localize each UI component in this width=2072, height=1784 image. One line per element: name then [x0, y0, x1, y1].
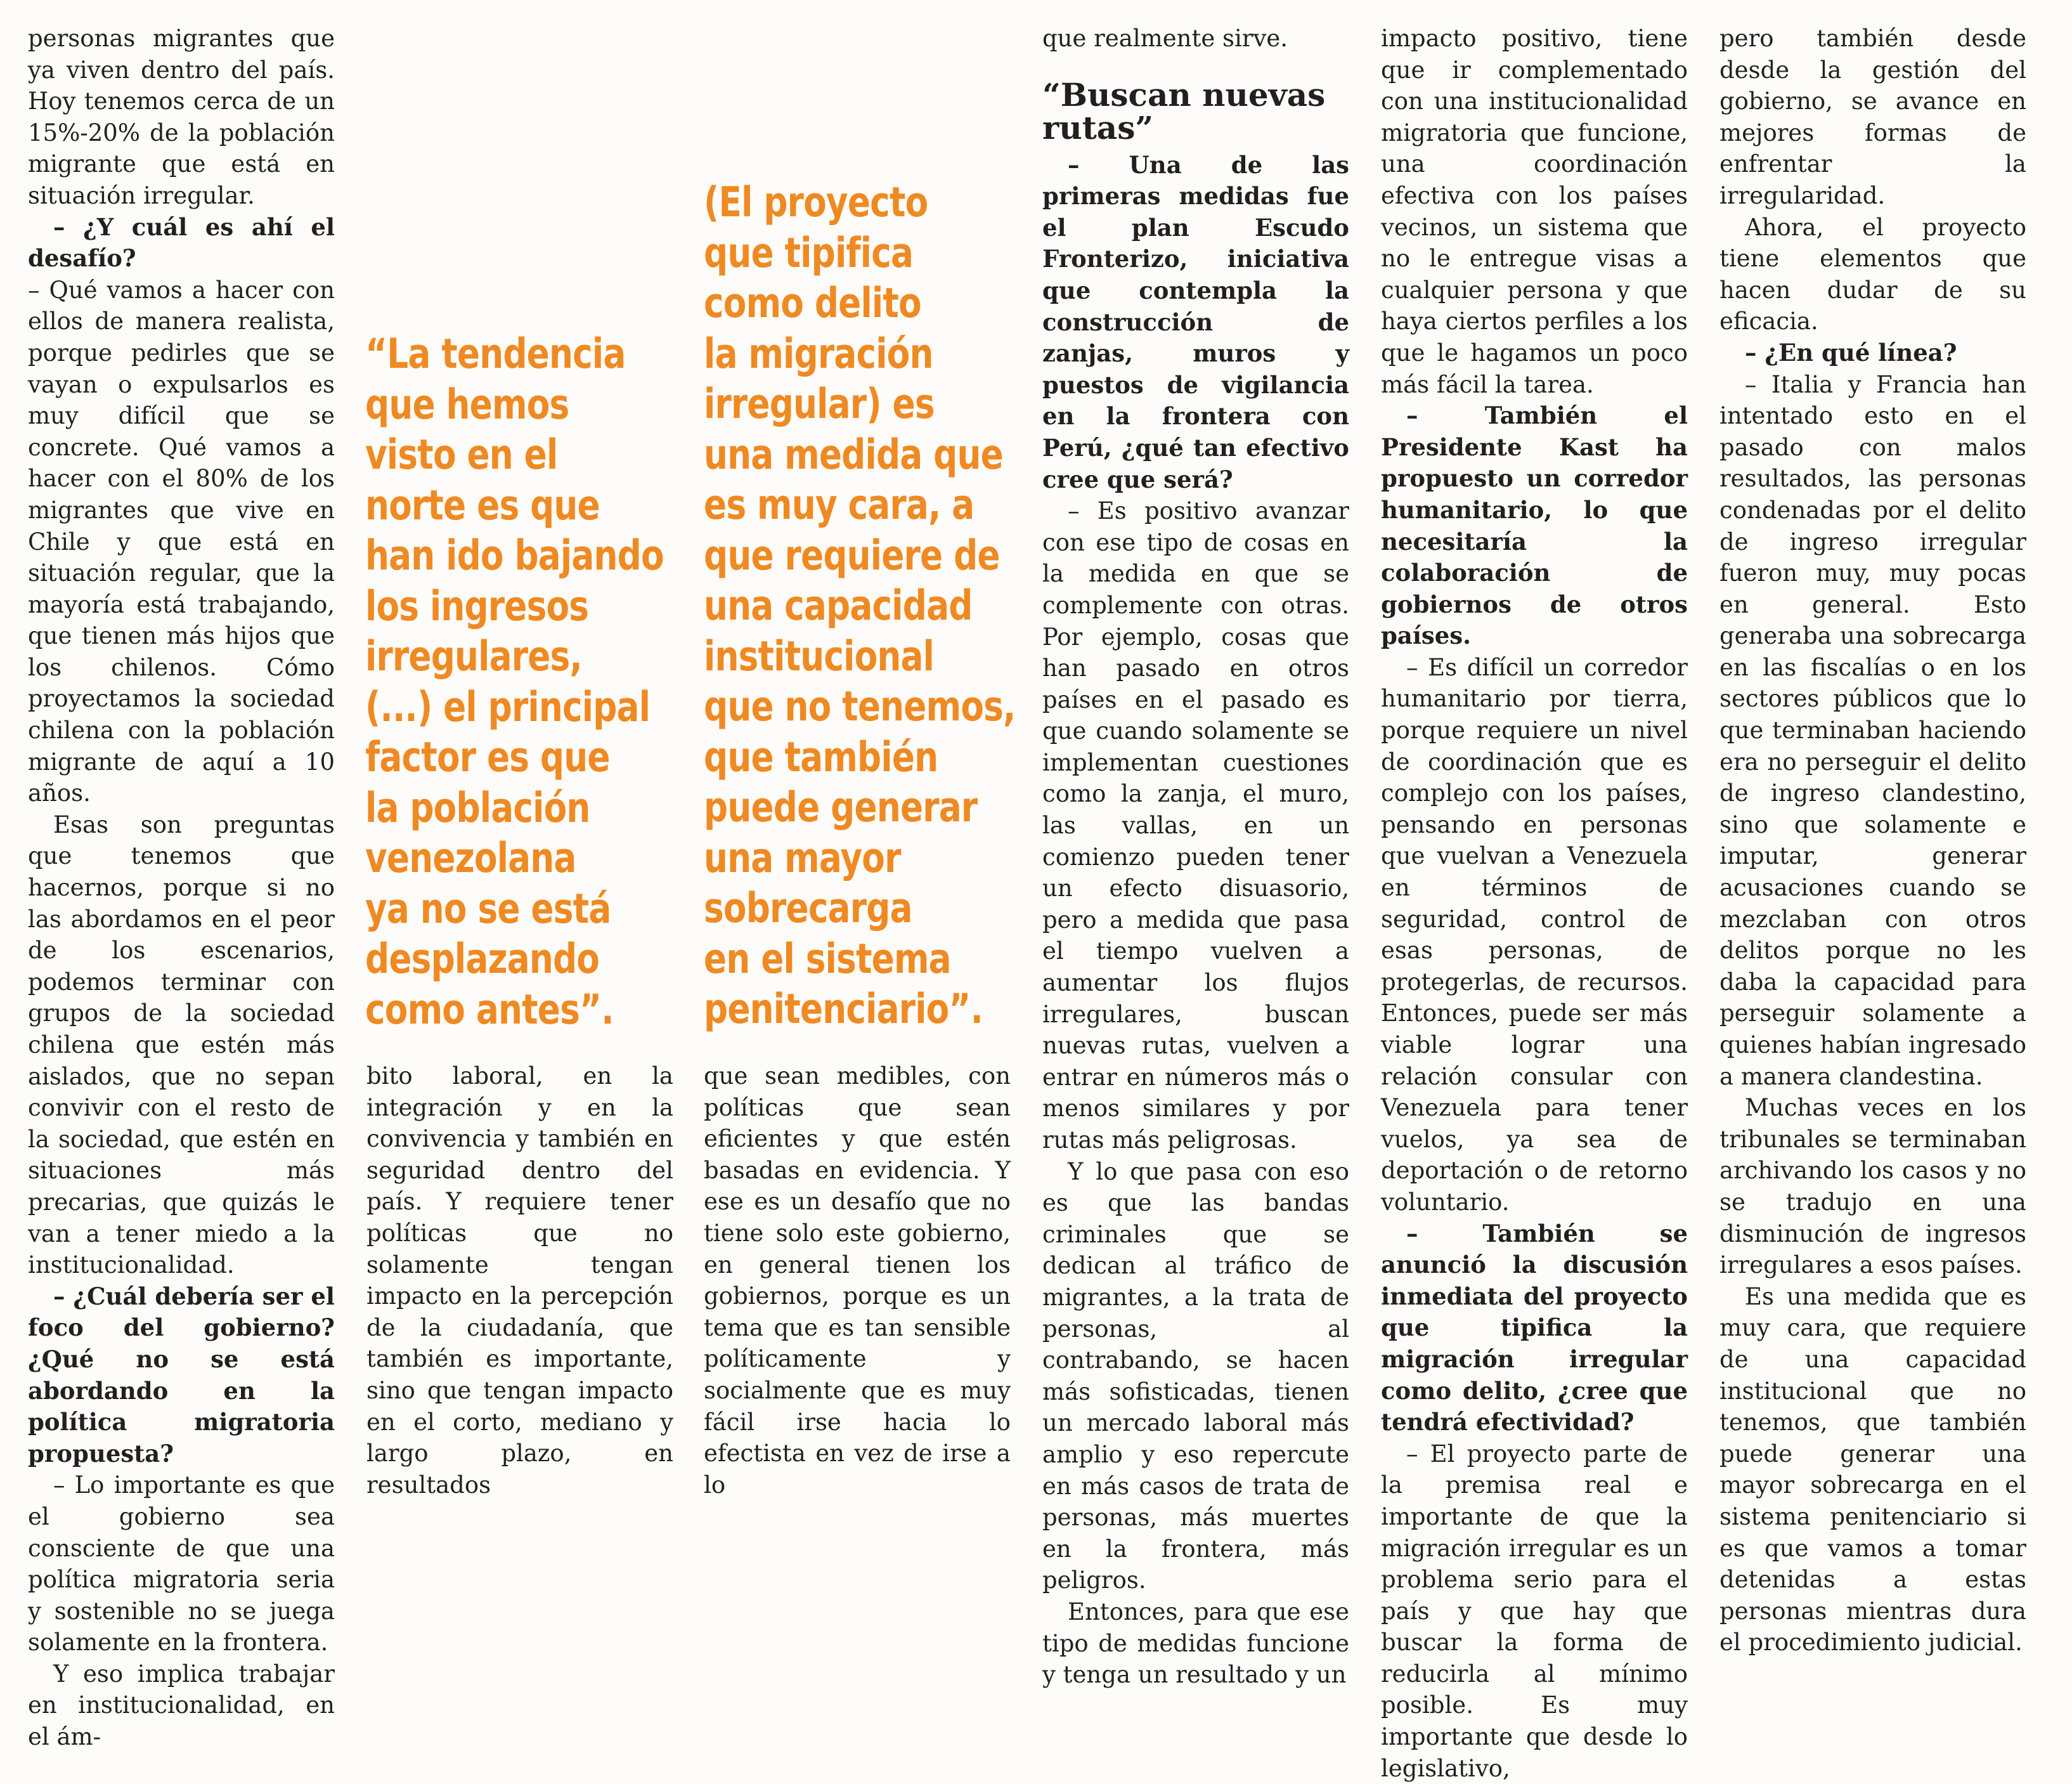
paragraph: – El proyecto parte de la premisa real e importante de que la migración irregular es un problema serio para el país y que hay que buscar la forma de reducirla al mínimo posible. Es muy importante que desde lo legislativo,: [1381, 1440, 1688, 1782]
paragraph: pero también desde desde la gestión del gobierno, se avance en mejores formas de enfrentar la irregularidad.: [1719, 25, 2026, 209]
paragraph: Muchas veces en los tribunales se terminaban archivando los casos y no se tradujo en una disminución de ingresos irregulares a esos países.: [1719, 1094, 2026, 1279]
pull-quote-line: desplazando: [365, 935, 600, 983]
pull-quote-line: que también: [704, 733, 938, 781]
pull-quote-line: han ido bajando: [365, 532, 664, 580]
pull-quote-line: puede generar: [704, 784, 978, 831]
interview-question: – También se anunció la discusión inmediata del proyecto que tipifica la migración irregular como delito, ¿cree que tendrá efectividad?: [1381, 1219, 1688, 1436]
article-column-6: [1719, 23, 2026, 1657]
article-column-4: [1042, 23, 1349, 1689]
pull-quote-line: la población: [365, 784, 590, 832]
pull-quote-line: la migración: [704, 330, 933, 378]
article-column-1: [28, 23, 335, 1751]
paragraph: Entonces, para que ese tipo de medidas funcione y tenga un resultado y un: [1042, 1598, 1349, 1689]
pull-quote-line: que requiere de: [704, 531, 1000, 580]
paragraph: – Es positivo avanzar con ese tipo de cosas en la medida en que se complemente con otras. Por ejemplo, cosas que han pasado en otros países en el pasado es que cuando solamente se implementan cuestiones como la zanja, el muro, las vallas, en un comienzo pueden tener un efecto disuasorio, pero a medida que pasa el tiempo vuelven a aumentar los flujos irregulares, buscan nuevas rutas, vuelven a entrar en números más o menos similares y por rutas más peligrosas.: [1042, 497, 1349, 1154]
pull-quote-line: penitenciario”.: [704, 986, 983, 1033]
pull-quote-line: norte es que: [365, 481, 600, 530]
pull-quote-line: que tipifica: [704, 229, 914, 277]
article-column-5: [1381, 23, 1688, 1782]
paragraph: Y lo que pasa con eso es que las bandas criminales que se dedican al tráfico de migrantes, a la trata de personas, al contrabando, se hacen más sofisticadas, tienen un mercado laboral más amplio y eso repercute en más casos de trata de personas, más muertes en la frontera, más peligros.: [1042, 1157, 1349, 1594]
pull-quote-line: “La tendencia: [365, 330, 626, 378]
section-heading: “Buscan nuevas rutas”: [1042, 75, 1326, 146]
paragraph: – Lo importante es que el gobierno sea consciente de que una política migratoria seria y sostenible no se juega solamente en la frontera.: [28, 1471, 335, 1657]
pull-quote-line: es muy cara, a: [704, 481, 974, 529]
article-column-3-text: [704, 1060, 1011, 1499]
pull-quote-line: factor es que: [365, 734, 610, 781]
paragraph: que realmente sirve.: [1042, 25, 1288, 52]
pull-quote-line: visto en el: [365, 431, 558, 479]
pull-quote-line: sobrecarga: [704, 885, 912, 932]
pull-quote-line: una mayor: [704, 834, 901, 882]
pull-quote-line: en el sistema: [704, 935, 951, 983]
pull-quote-line: (...) el principal: [365, 683, 651, 731]
article-column-2-text: [366, 1060, 673, 1499]
paragraph: – Qué vamos a hacer con ellos de manera realista, porque pedirles que se vayan o expulsarlos es muy difícil que se concrete. Qué vamos a hacer con el 80% de los migrantes que vive en Chile y que está en situación regular, que la mayoría está trabajando, que tienen más hijos que los chilenos. Cómo proyectamos la sociedad chilena con la población migrante de aquí a 10 años.: [28, 276, 335, 807]
interview-question: – ¿En qué línea?: [1745, 338, 1957, 367]
pull-quote-line: los ingresos: [365, 582, 589, 630]
paragraph: Y eso implica trabajar en institucionalidad, en el ám-: [28, 1660, 335, 1751]
pull-quote-line: una medida que: [704, 431, 1003, 479]
paragraph: que sean medibles, con políticas que sean eficientes y que estén basadas en evidencia. Y ese es un desafío que no tiene solo este gobierno, en general tienen los gobiernos, porque es un tema que es tan sensible políticamente y socialmente que es muy fácil irse hacia lo efectista en vez de irse a lo: [704, 1062, 1011, 1499]
pull-quote-line: irregular) es: [704, 381, 935, 428]
pull-quote-2: [704, 178, 1015, 1035]
pull-quote-line: (El proyecto: [704, 179, 928, 226]
interview-question: – También el Presidente Kast ha propuesto un corredor humanitario, lo que necesitaría la colaboración de gobiernos de otros países.: [1381, 401, 1688, 650]
interview-question: – ¿Cuál debería ser el foco del gobierno? ¿Qué no se está abordando en la política migratoria propuesta?: [28, 1282, 335, 1468]
paragraph: – Es difícil un corredor humanitario por tierra, porque requiere un nivel de coordinación que es complejo con los países, pensando en personas que vuelvan a Venezuela en términos de seguridad, control de esas personas, de protegerlas, de recursos. Entonces, puede ser más viable lograr una relación consular con Venezuela para tener vuelos, ya sea de deportación o de retorno voluntario.: [1381, 653, 1688, 1216]
pull-quote-line: que hemos: [365, 381, 569, 429]
interview-question: – Una de las primeras medidas fue el plan Escudo Fronterizo, iniciativa que contempla la construcción de zanjas, muros y puestos de vigilancia en la frontera con Perú, ¿qué tan efectivo cree que será?: [1042, 150, 1349, 493]
pull-quote-line: como delito: [704, 280, 921, 327]
interview-question: – ¿Y cuál es ahí el desafío?: [28, 212, 335, 273]
pull-quote-line: irregulares,: [365, 633, 582, 680]
paragraph: personas migrantes que ya viven dentro del país. Hoy tenemos cerca de un 15%-20% de la población migrante que está en situación irregular.: [28, 25, 335, 209]
pull-quote-line: ya no se está: [365, 885, 611, 933]
paragraph: Ahora, el proyecto tiene elementos que hacen dudar de su eficacia.: [1719, 213, 2026, 335]
paragraph: impacto positivo, tiene que ir complementado con una institucionalidad migratoria que funcione, una coordinación efectiva con los países vecinos, un sistema que no le entregue visas a cualquier persona y que haya ciertos perfiles a los que le hagamos un poco más fácil la tarea.: [1381, 25, 1688, 398]
pull-quote-line: como antes”.: [365, 986, 614, 1034]
paragraph: Esas son preguntas que tenemos que hacernos, porque si no las abordamos en el peor de los escenarios, podemos terminar con grupos de la sociedad chilena que estén más aislados, que no sepan convivir con el resto de la sociedad, que estén en situaciones más precarias, que quizás le van a tener miedo a la institucionalidad.: [28, 811, 335, 1279]
paragraph: – Italia y Francia han intentado esto en el pasado con malos resultados, las personas condenadas por el delito de ingreso irregular fueron muy, muy pocas en general. Esto generaba una sobrecarga en las fiscalías o en los sectores públicos que lo que terminaban haciendo era no perseguir el delito de ingreso clandestino, sino que solamente e imputar, generar acusaciones cuando se mezclaban con otros delitos porque no les daba la capacidad para perseguir solamente a quienes habían ingresado a manera clandestina.: [1719, 370, 2026, 1090]
paragraph: Es una medida que es muy cara, que requiere de una capacidad institucional que no tenemos, que también puede generar una mayor sobrecarga en el sistema penitenciario si es que vamos a tomar detenidas a estas personas mientras dura el procedimiento judicial.: [1719, 1282, 2026, 1657]
pull-quote-line: una capacidad: [704, 582, 973, 630]
pull-quote-line: venezolana: [365, 835, 576, 882]
paragraph: bito laboral, en la integración y en la convivencia y también en seguridad dentro del país. Y requiere tener políticas que no solamente tengan impacto en la percepción de la ciudadanía, que también es importante, sino que tengan impacto en el corto, mediano y largo plazo, en resultados: [366, 1062, 673, 1499]
pull-quote-1: [365, 329, 664, 1035]
pull-quote-line: que no tenemos,: [704, 683, 1016, 731]
pull-quote-line: institucional: [704, 632, 935, 680]
